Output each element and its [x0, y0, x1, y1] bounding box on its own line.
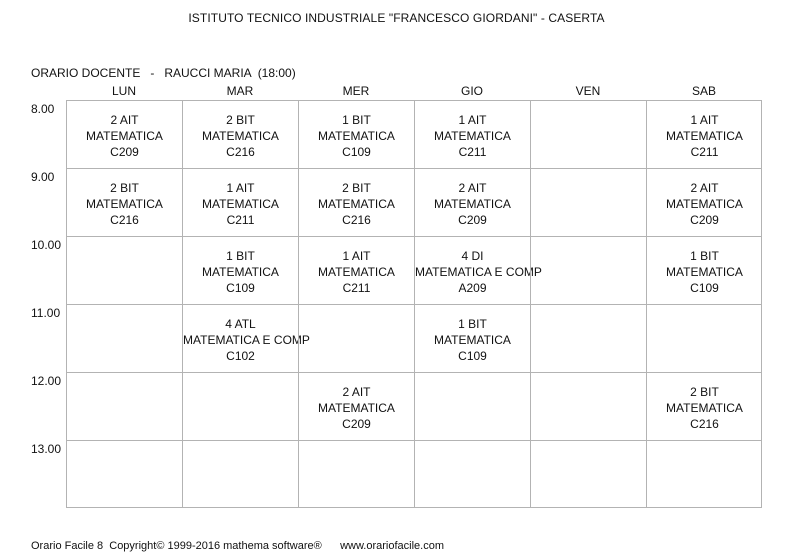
- empty-cell: [66, 440, 182, 508]
- lesson-room: C209: [458, 213, 487, 227]
- lesson-cell: [646, 100, 762, 168]
- empty-cell: [66, 304, 182, 372]
- lesson-subject: MATEMATICA: [434, 333, 511, 347]
- lesson-room: C209: [110, 145, 139, 159]
- lesson-room: C209: [690, 213, 719, 227]
- lesson-subject: MATEMATICA: [666, 197, 743, 211]
- timetable-grid: [66, 100, 762, 508]
- lesson-class: 2 AIT: [342, 385, 371, 399]
- lesson-class: 1 BIT: [226, 249, 255, 263]
- lesson-subject: MATEMATICA: [318, 401, 395, 415]
- hour-label: 9.00: [31, 170, 55, 184]
- lesson-cell: [182, 304, 310, 372]
- lesson-cell: [298, 236, 414, 304]
- lesson-class: 1 AIT: [458, 113, 487, 127]
- footer-copyright: Orario Facile 8 Copyright© 1999-2016 mathema software® www.orariofacile.com: [31, 540, 444, 552]
- lesson-class: 2 BIT: [342, 181, 371, 195]
- empty-cell: [182, 440, 298, 508]
- day-header-mer: MER: [342, 84, 370, 98]
- lesson-cell: [182, 236, 298, 304]
- lesson-cell: [646, 168, 762, 236]
- teacher-line: ORARIO DOCENTE - RAUCCI MARIA (18:00): [31, 66, 296, 80]
- hour-label: 11.00: [31, 306, 61, 320]
- lesson-class: 2 BIT: [110, 181, 139, 195]
- lesson-room: C109: [342, 145, 371, 159]
- empty-cell: [66, 236, 182, 304]
- lesson-cell: [298, 168, 414, 236]
- lesson-cell: [298, 372, 414, 440]
- lesson-room: C109: [458, 349, 487, 363]
- lesson-cell: [66, 100, 182, 168]
- lesson-cell: [182, 100, 298, 168]
- lesson-subject: MATEMATICA: [434, 197, 511, 211]
- empty-cell: [530, 100, 646, 168]
- empty-cell: [530, 440, 646, 508]
- lesson-subject: MATEMATICA: [202, 197, 279, 211]
- empty-cell: [530, 168, 646, 236]
- empty-cell: [414, 372, 530, 440]
- lesson-room: C211: [458, 145, 487, 159]
- lesson-cell: [66, 168, 182, 236]
- lesson-class: 1 BIT: [458, 317, 487, 331]
- day-header-sab: SAB: [691, 84, 716, 98]
- lesson-class: 1 AIT: [690, 113, 719, 127]
- day-header-ven: VEN: [575, 84, 601, 98]
- empty-cell: [182, 372, 298, 440]
- lesson-room: C102: [226, 349, 255, 363]
- lesson-class: 2 BIT: [226, 113, 255, 127]
- lesson-subject: MATEMATICA: [666, 265, 743, 279]
- lesson-subject: MATEMATICA: [202, 265, 279, 279]
- empty-cell: [530, 236, 646, 304]
- empty-cell: [530, 372, 646, 440]
- lesson-subject: MATEMATICA: [666, 401, 743, 415]
- day-header-lun: LUN: [111, 84, 136, 98]
- hour-label: 8.00: [31, 102, 55, 116]
- hour-label: 10.00: [31, 238, 62, 252]
- lesson-subject: MATEMATICA: [86, 129, 163, 143]
- lesson-subject: MATEMATICA E COMP: [415, 265, 542, 279]
- day-header-row: [66, 84, 762, 98]
- lesson-room: A209: [458, 281, 487, 295]
- empty-cell: [646, 440, 762, 508]
- lesson-subject: MATEMATICA: [318, 129, 395, 143]
- empty-cell: [530, 304, 646, 372]
- page-title: ISTITUTO TECNICO INDUSTRIALE "FRANCESCO GIORDANI" - CASERTA: [188, 11, 605, 25]
- lesson-subject: MATEMATICA: [202, 129, 279, 143]
- day-header-mar: MAR: [226, 84, 254, 98]
- lesson-room: C216: [226, 145, 255, 159]
- lesson-class: 1 BIT: [690, 249, 719, 263]
- lesson-cell: [414, 304, 530, 372]
- empty-cell: [298, 304, 414, 372]
- lesson-cell: [298, 100, 414, 168]
- day-header-gio: GIO: [460, 84, 483, 98]
- empty-cell: [646, 304, 762, 372]
- lesson-class: 4 DI: [461, 249, 484, 263]
- empty-cell: [414, 440, 530, 508]
- empty-cell: [298, 440, 414, 508]
- hour-label: 13.00: [31, 442, 62, 456]
- lesson-room: C109: [226, 281, 255, 295]
- lesson-class: 2 BIT: [690, 385, 719, 399]
- lesson-room: C109: [690, 281, 719, 295]
- lesson-room: C216: [342, 213, 371, 227]
- lesson-room: C211: [226, 213, 255, 227]
- lesson-cell: [182, 168, 298, 236]
- lesson-class: 4 ATL: [225, 317, 256, 331]
- lesson-cell: [414, 236, 542, 304]
- lesson-cell: [414, 168, 530, 236]
- lesson-room: C216: [110, 213, 139, 227]
- hour-label: 12.00: [31, 374, 62, 388]
- lesson-class: 1 BIT: [342, 113, 371, 127]
- lesson-cell: [646, 372, 762, 440]
- lesson-subject: MATEMATICA: [318, 197, 395, 211]
- empty-cell: [66, 372, 182, 440]
- lesson-subject: MATEMATICA: [666, 129, 743, 143]
- lesson-room: C216: [690, 417, 719, 431]
- lesson-class: 1 AIT: [342, 249, 371, 263]
- lesson-class: 2 AIT: [458, 181, 487, 195]
- lesson-class: 1 AIT: [226, 181, 255, 195]
- lesson-subject: MATEMATICA: [434, 129, 511, 143]
- lesson-room: C209: [342, 417, 371, 431]
- lesson-subject: MATEMATICA: [86, 197, 163, 211]
- lesson-room: C211: [342, 281, 371, 295]
- lesson-class: 2 AIT: [690, 181, 719, 195]
- lesson-class: 2 AIT: [110, 113, 139, 127]
- lesson-subject: MATEMATICA: [318, 265, 395, 279]
- lesson-cell: [414, 100, 530, 168]
- lesson-subject: MATEMATICA E COMP: [183, 333, 310, 347]
- lesson-cell: [646, 236, 762, 304]
- lesson-room: C211: [690, 145, 719, 159]
